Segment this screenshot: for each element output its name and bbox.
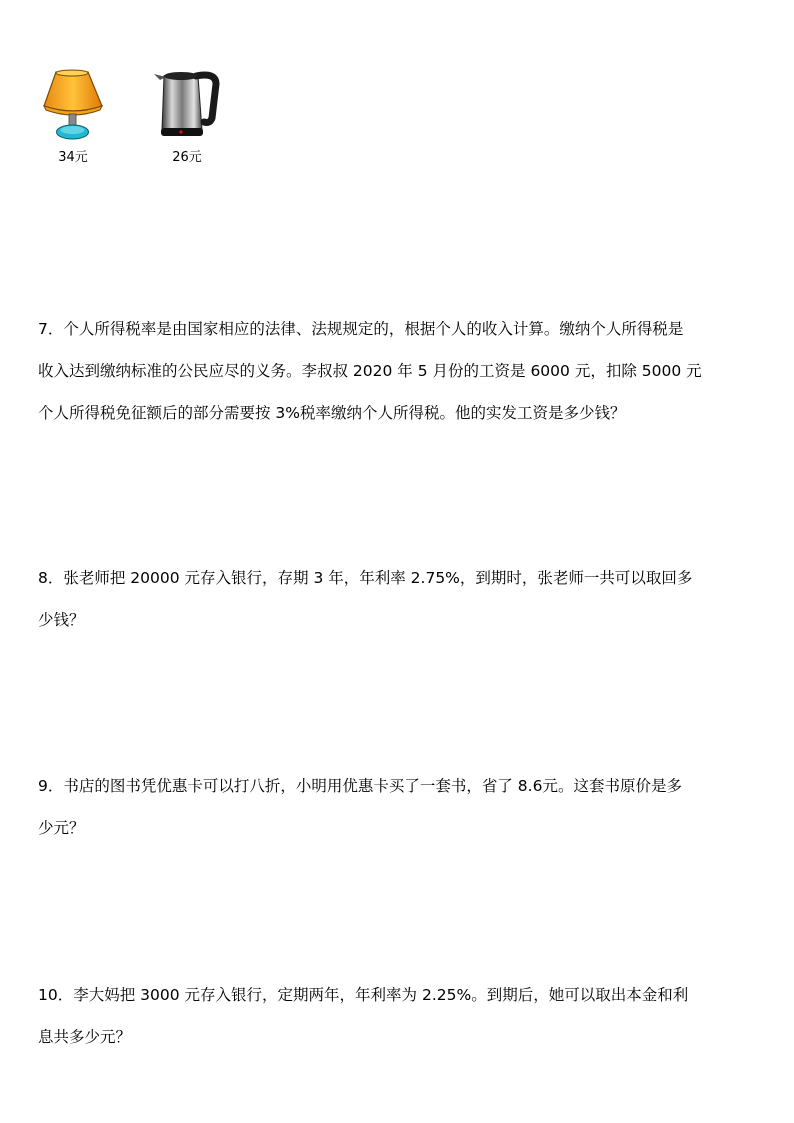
question-7-line-2: 收入达到缴纳标准的公民应尽的义务。李叔叔 2020 年 5 月份的工资是 6000 元，扣除 5000 元 (38, 362, 702, 380)
question-9 (38, 765, 760, 849)
question-7-line-1: 7．个人所得税率是由国家相应的法律、法规规定的，根据个人的收入计算。缴纳个人所得税是 (38, 320, 684, 338)
question-7 (38, 308, 760, 434)
kettle-icon (152, 68, 222, 144)
question-10 (38, 974, 760, 1058)
lamp-product (40, 68, 106, 165)
question-10-line-1: 10．李大妈把 3000 元存入银行，定期两年，年利率为 2.25%。到期后，她可以取出本金和利 (38, 986, 689, 1004)
question-9-line-1: 9．书店的图书凭优惠卡可以打八折，小明用优惠卡买了一套书，省了 8.6元。这套书原价是多 (38, 777, 682, 795)
question-8-line-2: 少钱？ (38, 611, 85, 629)
question-8 (38, 557, 760, 641)
lamp-icon (42, 68, 104, 144)
kettle-product (150, 68, 224, 165)
question-10-line-2: 息共多少元？ (38, 1028, 132, 1046)
kettle-price: 26元 (172, 150, 202, 165)
question-9-line-2: 少元？ (38, 819, 85, 837)
question-8-line-1: 8．张老师把 20000 元存入银行，存期 3 年，年利率 2.75%，到期时，张老师一共可以取回多 (38, 569, 693, 587)
lamp-price: 34元 (58, 150, 88, 165)
question-7-line-3: 个人所得税免征额后的部分需要按 3%税率缴纳个人所得税。他的实发工资是多少钱？ (38, 404, 626, 422)
